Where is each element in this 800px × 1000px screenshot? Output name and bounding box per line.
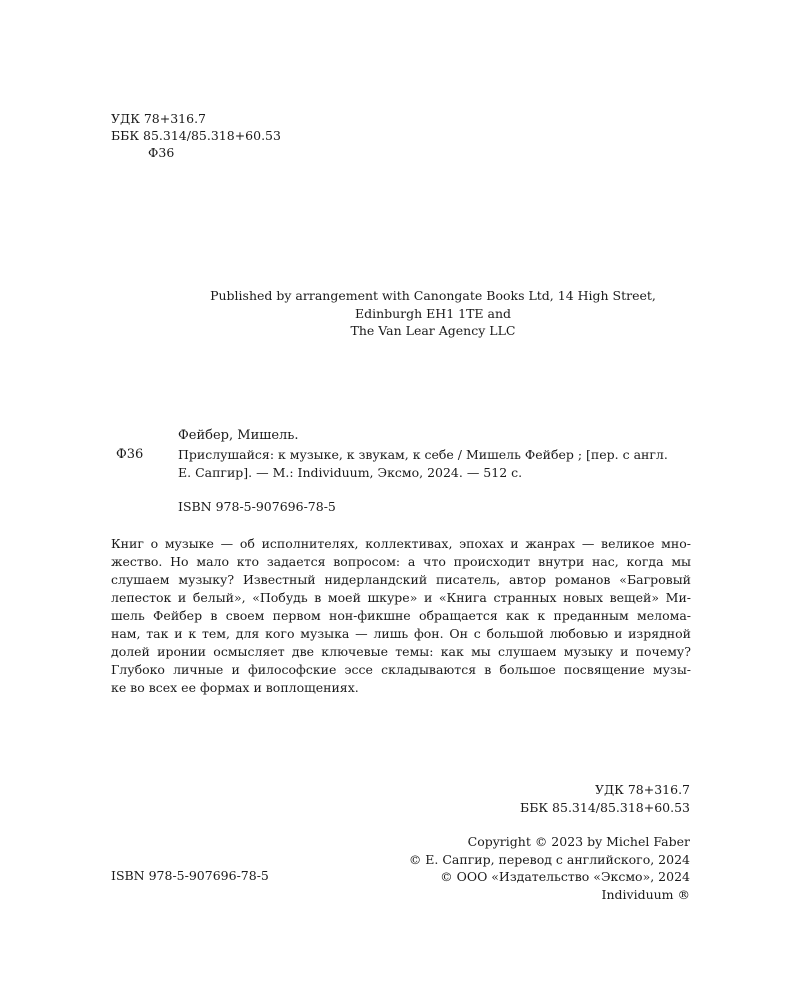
bottom-isbn: ISBN 978-5-907696-78-5 [111, 868, 269, 883]
annotation-line: ке во всех ее формах и воплощениях. [111, 680, 359, 695]
catalog-description-line: Прислушайся: к музыке, к звукам, к себе / Мишель Фейбер ; [пер. с англ. [178, 447, 668, 462]
annotation-line: лепесток и белый», «Побудь в моей шкуре» и «Книга странных новых вещей» Ми- [111, 590, 691, 605]
publisher-note-line: Published by arrangement with Canongate Books Ltd, 14 High Street, [210, 288, 656, 303]
bottom-classification-codes [520, 781, 690, 817]
catalog-description-line: Е. Сапгир]. — М.: Individuum, Эксмо, 2024. — 512 с. [178, 465, 523, 480]
author-mark: Ф36 [148, 145, 175, 160]
annotation-line: долей иронии осмысляет две ключевые темы: как мы слушаем музыку и почему? [111, 644, 691, 659]
annotation-line: жество. Но мало кто задается вопросом: а что происходит внутри нас, когда мы [111, 554, 691, 569]
annotation-line: слушаем музыку? Известный нидерландский писатель, автор романов «Багровый [111, 572, 691, 587]
copyright-line: Individuum ® [601, 886, 690, 902]
publisher-note [0, 287, 800, 340]
catalog-isbn: ISBN 978-5-907696-78-5 [178, 499, 336, 514]
copyright-line: © ООО «Издательство «Эксмо», 2024 [440, 869, 690, 884]
catalog-mark: Ф36 [116, 447, 144, 462]
annotation-line: Книг о музыке — об исполнителях, коллективах, эпохах и жанрах — великое мно- [111, 536, 691, 551]
bbk-code: ББК 85.314/85.318+60.53 [520, 800, 690, 815]
copyright-line: © Е. Сапгир, перевод с английского, 2024 [408, 851, 690, 867]
top-classification-codes [111, 110, 281, 161]
annotation-line: нам, так и к тем, для кого музыка — лишь фон. Он с большой любовью и изрядной [111, 626, 691, 641]
publisher-note-line: The Van Lear Agency LLC [350, 323, 516, 338]
annotation-line: шель Фейбер в своем первом нон-фикшне обращается как к преданным меломa- [111, 608, 691, 623]
copyright-line: Copyright © 2023 by Michel Faber [467, 834, 690, 849]
udk-code: УДК 78+316.7 [594, 782, 690, 797]
catalog-description [178, 446, 668, 482]
catalog-author: Фейбер, Мишель. [178, 428, 299, 443]
annotation [111, 535, 691, 697]
publisher-note-line: Edinburgh EH1 1TE and [354, 305, 512, 321]
udk-code: УДК 78+316.7 [111, 111, 207, 126]
bbk-code: ББК 85.314/85.318+60.53 [111, 128, 281, 143]
annotation-line: Глубоко личные и философские эссе складываются в большое посвящение музы- [111, 662, 691, 677]
copyright-block [409, 833, 690, 903]
